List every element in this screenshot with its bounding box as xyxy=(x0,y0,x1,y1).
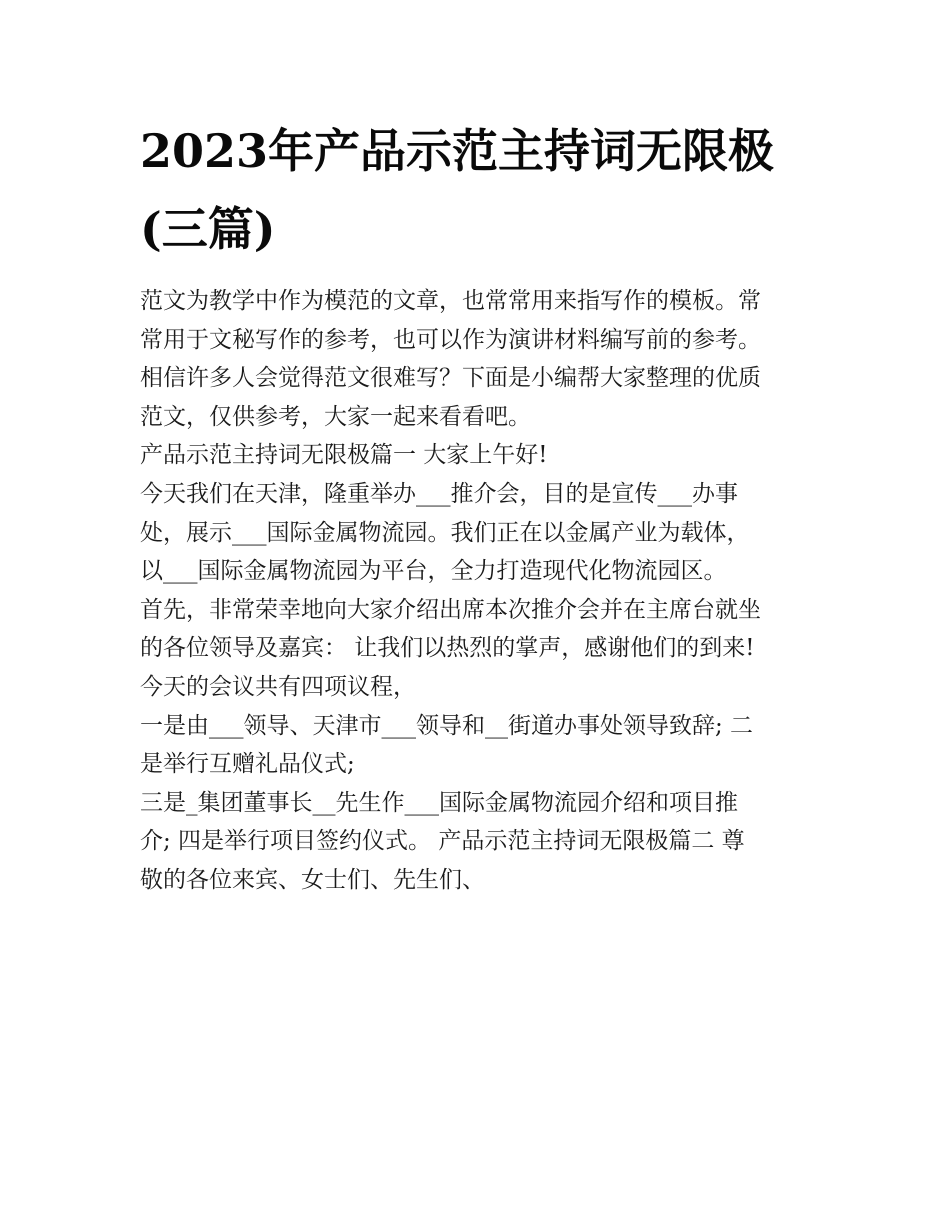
body-line: 产品示范主持词无限极篇一 大家上午好! xyxy=(140,442,548,469)
body-line: 三是_集团董事长__先生作___国际金属物流园介绍和项目推 xyxy=(140,789,738,816)
body-line: 是举行互赠礼品仪式; xyxy=(140,751,355,778)
body-line: 范文为教学中作为模范的文章，也常常用来指写作的模板。常 xyxy=(140,288,761,314)
body-line: 范文，仅供参考，大家一起来看看吧。 xyxy=(140,403,531,430)
body-line: 处，展示___国际金属物流园。我们正在以金属产业为载体， xyxy=(140,519,750,546)
body-line: 以___国际金属物流园为平台，全力打造现代化物流园区。 xyxy=(140,558,727,585)
body-line: 相信许多人会觉得范文很难写？下面是小编帮大家整理的优质 xyxy=(140,365,761,392)
document-title xyxy=(140,112,820,268)
body-line: 今天我们在天津，隆重举办___推介会，目的是宣传___办事 xyxy=(140,480,738,507)
body-line: 首先，非常荣幸地向大家介绍出席本次推介会并在主席台就坐 xyxy=(140,596,761,623)
body-line: 敬的各位来宾、女士们、先生们、 xyxy=(140,866,485,893)
body-line: 一是由___领导、天津市___领导和__街道办事处领导致辞; 二 xyxy=(140,712,754,739)
body-line: 介; 四是举行项目签约仪式。 产品示范主持词无限极篇二 尊 xyxy=(140,828,745,855)
body-line: 的各位领导及嘉宾： 让我们以热烈的掌声，感谢他们的到来! xyxy=(140,635,755,662)
title-line: (三篇) xyxy=(140,202,276,256)
title-line: 2023年产品示范主持词无限极 xyxy=(140,124,775,178)
body-line: 今天的会议共有四项议程， xyxy=(140,673,416,700)
document-body xyxy=(140,282,820,900)
body-line: 常用于文秘写作的参考，也可以作为演讲材料编写前的参考。 xyxy=(140,326,761,353)
